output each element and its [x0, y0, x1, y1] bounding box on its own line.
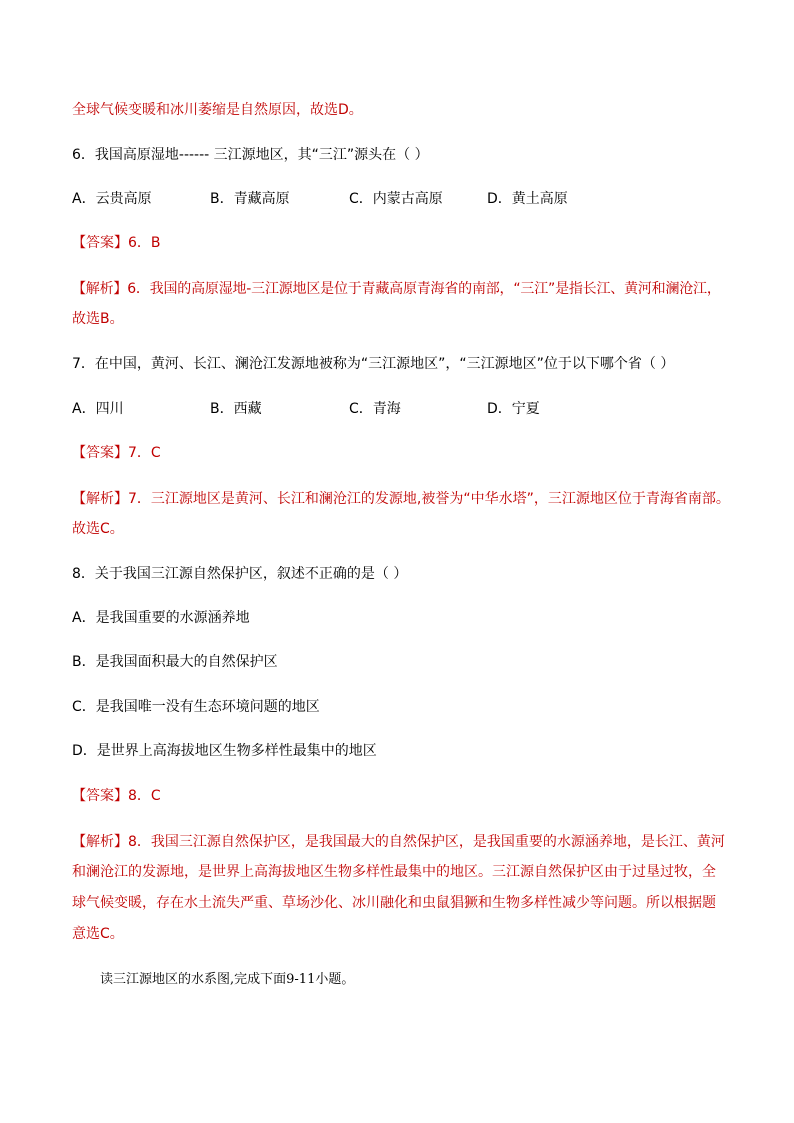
q6-option-a: A．云贵高原 [72, 191, 152, 207]
q7-option-d: D．宁夏 [487, 401, 540, 417]
q6-explanation-line-2: 故选B。 [72, 311, 124, 327]
q7-explanation-line-2: 故选C。 [72, 521, 124, 537]
q7-option-c: C．青海 [349, 401, 401, 417]
q6-answer: 【答案】6．B [72, 235, 161, 251]
q8-explanation-line-2: 和澜沧江的发源地，是世界上高海拔地区生物多样性最集中的地区。三江源自然保护区由于过垦过牧，全 [72, 864, 716, 880]
q7-option-a: A．四川 [72, 401, 124, 417]
q8-answer: 【答案】8．C [72, 788, 161, 804]
q8-option-b: B．是我国面积最大的自然保护区 [72, 654, 278, 670]
q8-option-a: A．是我国重要的水源涵养地 [72, 610, 250, 626]
q7-option-b: B．西藏 [210, 401, 262, 417]
q6-option-b: B．青藏高原 [210, 191, 290, 207]
q8-explanation-line-3: 球气候变暖，存在水土流失严重、草场沙化、冰川融化和虫鼠猖獗和生物多样性减少等问题。所以根据题 [72, 895, 716, 911]
q6-option-d: D．黄土高原 [487, 191, 568, 207]
map-caption: 读三江源地区的水系图,完成下面9-11小题。 [100, 972, 355, 987]
q6-explanation-line-1: 【解析】6．我国的高原湿地-三江源地区是位于青藏高原青海省的南部，“三江”是指长江、黄河和澜沧江， [72, 281, 721, 297]
q8-explanation-line-4: 意选C。 [72, 926, 124, 942]
question-8: 8．关于我国三江源自然保护区，叙述不正确的是（ ） [72, 566, 408, 582]
q8-option-c: C．是我国唯一没有生态环境问题的地区 [72, 699, 320, 715]
q6-option-c: C．内蒙古高原 [349, 191, 443, 207]
q7-answer: 【答案】7．C [72, 445, 161, 461]
question-6: 6．我国高原湿地------ 三江源地区，其“三江”源头在（ ） [72, 147, 429, 163]
q8-explanation-line-1: 【解析】8．我国三江源自然保护区，是我国最大的自然保护区，是我国重要的水源涵养地，是长江、黄河 [72, 834, 725, 850]
explanation-line: 全球气候变暖和冰川萎缩是自然原因，故选D。 [72, 102, 363, 118]
question-7: 7．在中国，黄河、长江、澜沧江发源地被称为“三江源地区”，“三江源地区”位于以下哪个省（ ） [72, 356, 675, 372]
q7-explanation-line-1: 【解析】7．三江源地区是黄河、长江和澜沧江的发源地,被誉为“中华水塔”，三江源地区位于青海省南部。 [72, 491, 730, 507]
q8-option-d: D．是世界上高海拔地区生物多样性最集中的地区 [72, 743, 377, 759]
